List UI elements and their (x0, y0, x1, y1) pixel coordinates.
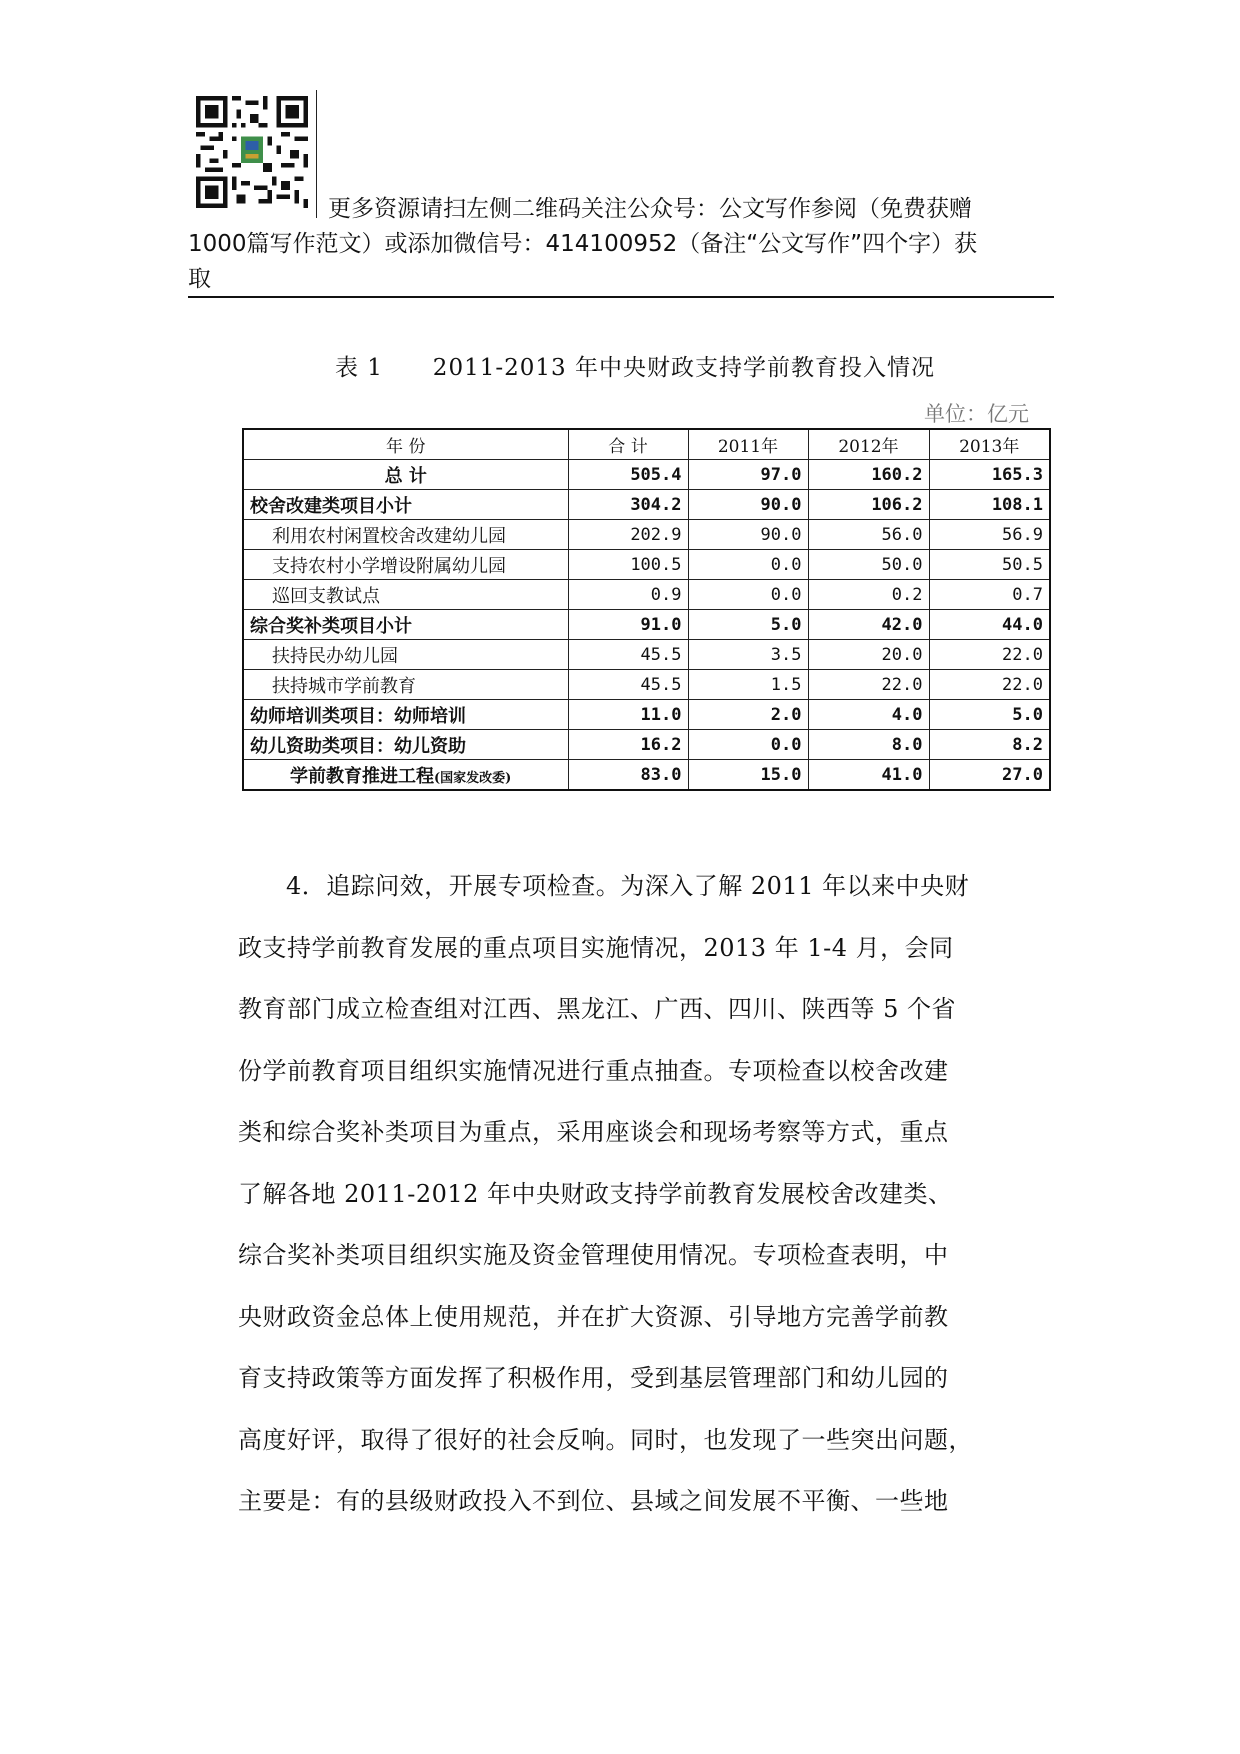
cell-2012: 106.2 (808, 490, 929, 520)
cell-2011: 90.0 (688, 520, 808, 550)
cell-2013: 22.0 (929, 670, 1050, 700)
cell-total: 83.0 (568, 760, 688, 791)
cell-total: 16.2 (568, 730, 688, 760)
cell-total: 100.5 (568, 550, 688, 580)
cell-total: 0.9 (568, 580, 688, 610)
row-label: 校舍改建类项目小计 (243, 490, 568, 520)
cell-2013: 56.9 (929, 520, 1050, 550)
cell-2013: 108.1 (929, 490, 1050, 520)
body-line: 类和综合奖补类项目为重点，采用座谈会和现场考察等方式，重点 (238, 1118, 949, 1146)
header-total: 合 计 (568, 429, 688, 460)
body-line: 了解各地 2011-2012 年中央财政支持学前教育发展校舍改建类、 (238, 1179, 953, 1208)
header-promo-text (188, 192, 1068, 297)
row-label: 综合奖补类项目小计 (243, 610, 568, 640)
body-line: 主要是：有的县级财政投入不到位、县域之间发展不平衡、一些地 (238, 1487, 949, 1515)
cell-2013: 165.3 (929, 460, 1050, 490)
body-line: 份学前教育项目组织实施情况进行重点抽查。专项检查以校舍改建 (238, 1056, 949, 1085)
cell-2012: 22.0 (808, 670, 929, 700)
cell-2012: 41.0 (808, 760, 929, 791)
table-row (243, 700, 1050, 730)
row-label: 扶持城市学前教育 (243, 670, 568, 700)
header-2012: 2012年 (808, 429, 929, 460)
cell-2012: 0.2 (808, 580, 929, 610)
body-paragraph (238, 856, 1018, 1533)
table-row (243, 640, 1050, 670)
table-row (243, 460, 1050, 490)
cell-2011: 0.0 (688, 550, 808, 580)
row-label: 扶持民办幼儿园 (243, 640, 568, 670)
table-caption: 表 1 2011-2013 年中央财政支持学前教育投入情况 (335, 355, 935, 381)
cell-2012: 8.0 (808, 730, 929, 760)
cell-2011: 0.0 (688, 580, 808, 610)
cell-2011: 97.0 (688, 460, 808, 490)
cell-2012: 4.0 (808, 700, 929, 730)
body-line: 高度好评，取得了很好的社会反响。同时，也发现了一些突出问题， (238, 1425, 973, 1454)
cell-2013: 50.5 (929, 550, 1050, 580)
cell-2012: 50.0 (808, 550, 929, 580)
cell-2012: 56.0 (808, 520, 929, 550)
cell-total: 45.5 (568, 640, 688, 670)
table-unit: 单位：亿元 (924, 402, 1029, 426)
table-row (243, 490, 1050, 520)
cell-2011: 3.5 (688, 640, 808, 670)
cell-2013: 8.2 (929, 730, 1050, 760)
table-row (243, 580, 1050, 610)
cell-total: 91.0 (568, 610, 688, 640)
cell-2012: 42.0 (808, 610, 929, 640)
body-line: 4．追踪问效，开展专项检查。为深入了解 2011 年以来中央财 (286, 872, 970, 900)
row-label: 巡回支教试点 (243, 580, 568, 610)
cell-2012: 160.2 (808, 460, 929, 490)
cell-2011: 2.0 (688, 700, 808, 730)
cell-2013: 27.0 (929, 760, 1050, 791)
cell-2011: 5.0 (688, 610, 808, 640)
row-label: 总 计 (243, 460, 568, 490)
cell-total: 202.9 (568, 520, 688, 550)
row-label: 幼师培训类项目：幼师培训 (243, 700, 568, 730)
table-row (243, 520, 1050, 550)
body-line: 央财政资金总体上使用规范，并在扩大资源、引导地方完善学前教 (238, 1302, 949, 1331)
cell-2013: 22.0 (929, 640, 1050, 670)
cell-2011: 0.0 (688, 730, 808, 760)
row-label-main: 学前教育推进工程 (290, 765, 434, 787)
body-line: 综合奖补类项目组织实施及资金管理使用情况。专项检查表明，中 (238, 1241, 949, 1269)
header-rule (188, 296, 1054, 298)
header-2011: 2011年 (688, 429, 808, 460)
row-label (243, 760, 568, 791)
header-line-2: 1000篇写作范文）或添加微信号：414100952（备注“公文写作”四个字）获 (188, 231, 978, 257)
table-row (243, 670, 1050, 700)
cell-2011: 1.5 (688, 670, 808, 700)
table-row (243, 760, 1050, 791)
body-line: 政支持学前教育发展的重点项目实施情况，2013 年 1-4 月，会同 (238, 933, 954, 962)
header-year: 年 份 (243, 429, 568, 460)
table-row (243, 550, 1050, 580)
row-label-note: (国家发改委) (434, 770, 512, 786)
row-label: 支持农村小学增设附属幼儿园 (243, 550, 568, 580)
body-line: 育支持政策等方面发挥了积极作用，受到基层管理部门和幼儿园的 (238, 1364, 949, 1392)
cell-2013: 44.0 (929, 610, 1050, 640)
row-label: 幼儿资助类项目：幼儿资助 (243, 730, 568, 760)
cell-2013: 0.7 (929, 580, 1050, 610)
cell-2013: 5.0 (929, 700, 1050, 730)
cell-total: 304.2 (568, 490, 688, 520)
cell-total: 11.0 (568, 700, 688, 730)
table-row (243, 610, 1050, 640)
cell-2011: 15.0 (688, 760, 808, 791)
funding-table (242, 428, 1051, 791)
header-line-3: 取 (188, 266, 211, 292)
cell-total: 45.5 (568, 670, 688, 700)
cell-2012: 20.0 (808, 640, 929, 670)
header-2013: 2013年 (929, 429, 1050, 460)
cell-total: 505.4 (568, 460, 688, 490)
header-line-1: 更多资源请扫左侧二维码关注公众号：公文写作参阅（免费获赠 (328, 196, 972, 222)
table-row (243, 730, 1050, 760)
table-header-row (243, 429, 1050, 460)
row-label: 利用农村闲置校舍改建幼儿园 (243, 520, 568, 550)
body-line: 教育部门成立检查组对江西、黑龙江、广西、四川、陕西等 5 个省 (238, 995, 957, 1023)
cell-2011: 90.0 (688, 490, 808, 520)
